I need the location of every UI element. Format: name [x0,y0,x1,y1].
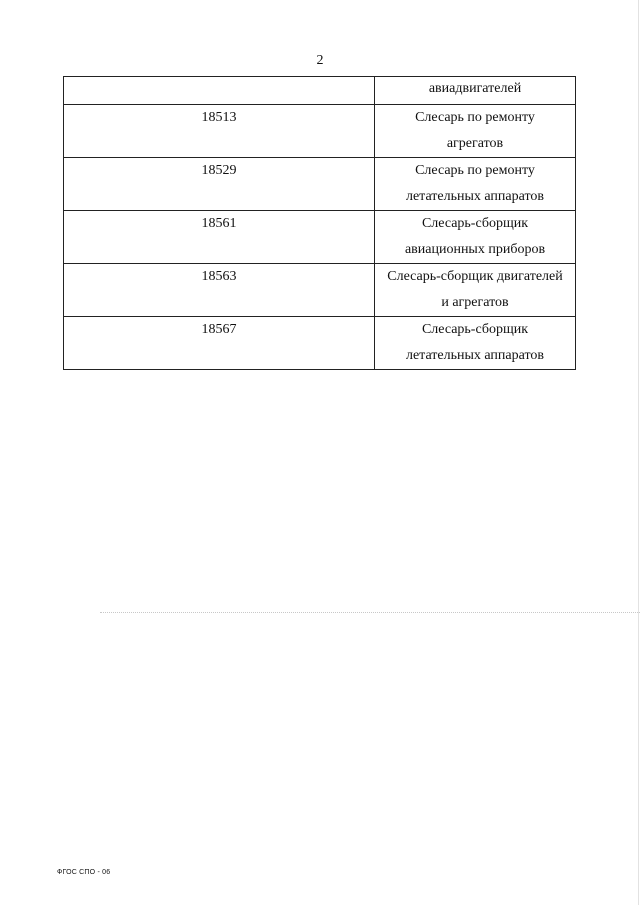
table-row [64,317,576,370]
profession-name-line: Слесарь по ремонту [415,110,535,125]
scan-edge [638,0,639,905]
profession-name-line: летательных аппаратов [405,189,545,204]
profession-name-line: Слесарь-сборщик двигателей [387,269,563,284]
table-row [64,211,576,264]
profession-name-cell [375,317,576,370]
profession-name-line: Слесарь по ремонту [415,163,535,178]
profession-name-line: Слесарь-сборщик [421,322,529,337]
code-cell: 18563 [64,264,375,317]
profession-name-cell [375,211,576,264]
profession-name-cell: авиадвигателей [375,77,576,105]
code-cell: 18567 [64,317,375,370]
code-cell: 18561 [64,211,375,264]
table-row-continuation [64,77,576,105]
code-cell: 18513 [64,105,375,158]
profession-name-line: Слесарь-сборщик [421,216,529,231]
table-row [64,158,576,211]
profession-name-cell [375,264,576,317]
code-cell [64,77,375,105]
table-row [64,264,576,317]
profession-codes-table [63,76,576,370]
table-row [64,105,576,158]
footer-document-code: ФГОС СПО - 06 [57,869,111,876]
page-number: 2 [316,53,324,68]
profession-name-line: авиационных приборов [404,242,546,257]
profession-name-cell [375,105,576,158]
profession-name-line: и агрегатов [441,295,509,310]
profession-name-cell [375,158,576,211]
scan-artifact-line [100,612,640,613]
code-cell: 18529 [64,158,375,211]
profession-name-line: агрегатов [446,136,504,151]
profession-name-line: летательных аппаратов [405,348,545,363]
